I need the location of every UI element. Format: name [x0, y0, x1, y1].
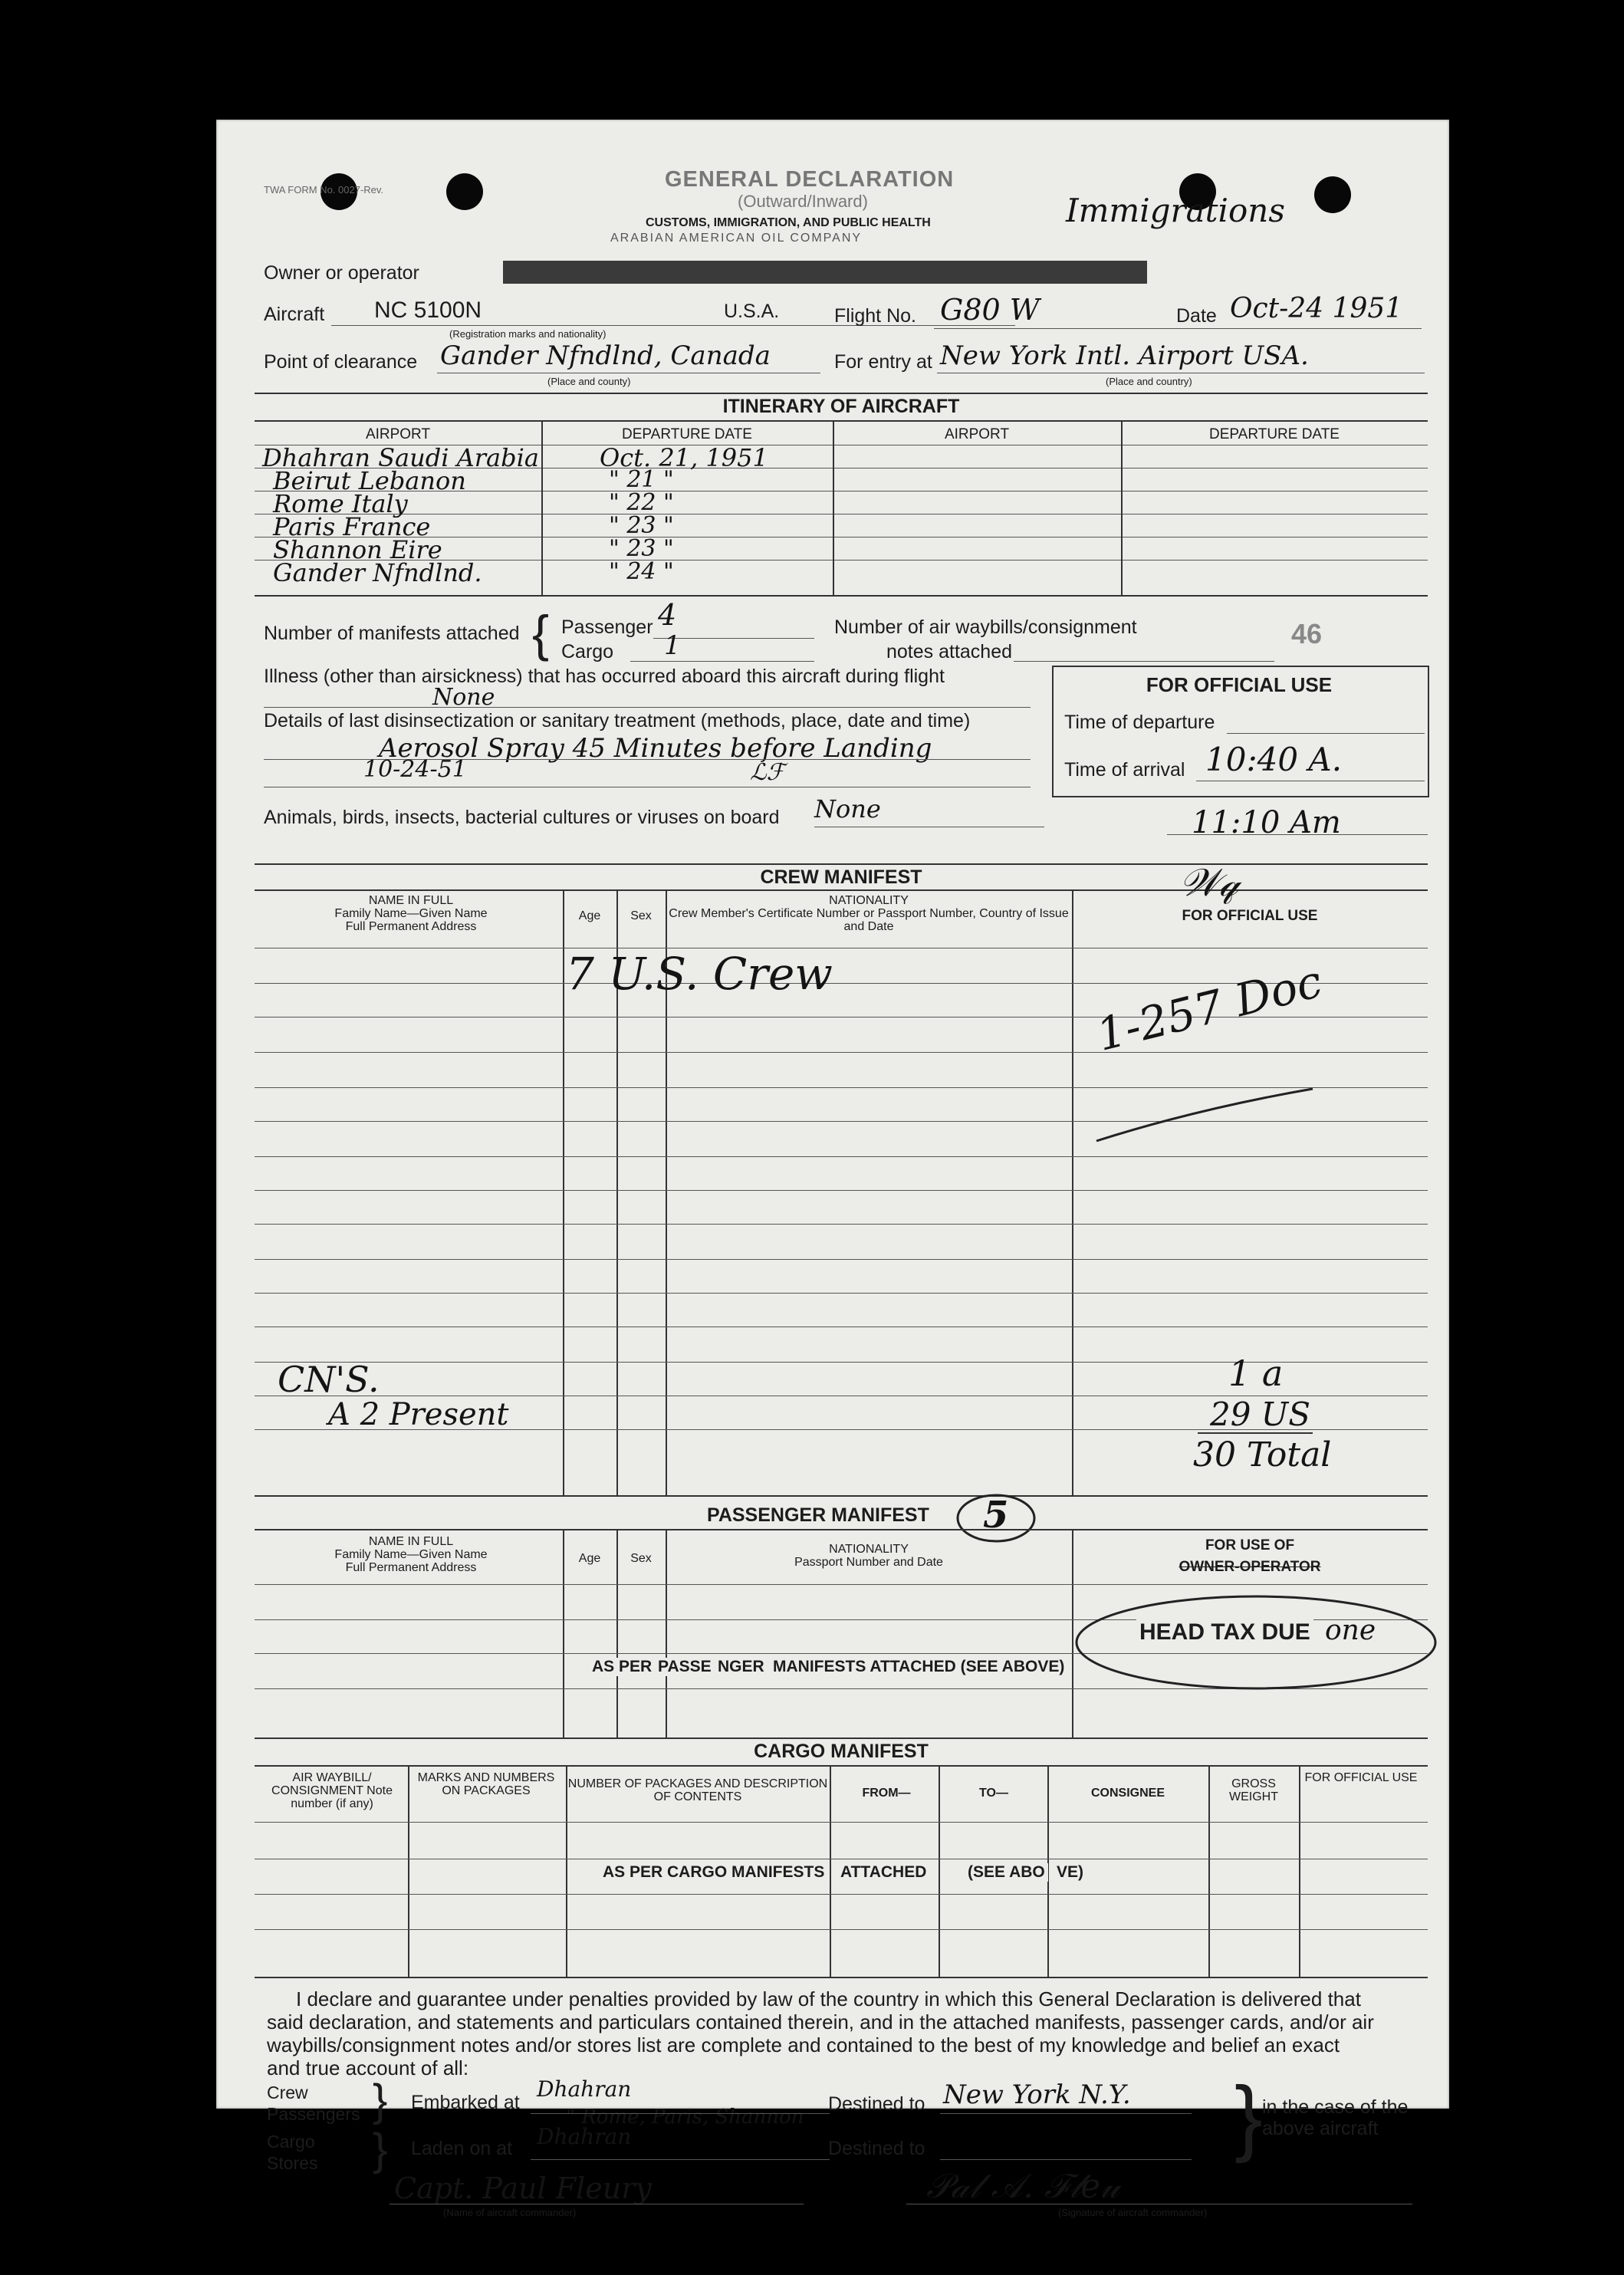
case-note-2: above aircraft	[1262, 2118, 1379, 2139]
itinerary-airport-3: Rome Italy	[273, 489, 408, 518]
cargo-manifest-title: CARGO MANIFEST	[754, 1741, 929, 1762]
owner-label: Owner or operator	[264, 262, 419, 284]
itinerary-col-airport-2: AIRPORT	[944, 426, 1010, 442]
laden-label: Laden on at	[411, 2138, 513, 2159]
date-label: Date	[1176, 305, 1217, 327]
cargo-as-per-ve: VE)	[1054, 1863, 1087, 1882]
document-note: 1-257 Doc	[1091, 955, 1327, 1061]
official-use-title: FOR OFFICIAL USE	[1146, 673, 1333, 696]
itinerary-date-3: " 22 "	[609, 489, 674, 516]
crew-col-sex: Sex	[630, 909, 652, 922]
aircraft-registration: NC 5100N	[374, 298, 482, 323]
clearance-label: Point of clearance	[264, 351, 418, 373]
passenger-col-sex: Sex	[630, 1552, 652, 1565]
crew-col-nationality: NATIONALITY Crew Member's Certificate Number or Passport Number, Country of Issue and Date	[669, 894, 1069, 933]
embarked-label: Embarked at	[411, 2092, 520, 2113]
itinerary-title: ITINERARY OF AIRCRAFT	[722, 396, 960, 417]
case-note: in the case of the	[1262, 2096, 1409, 2118]
declaration-form	[216, 120, 1449, 2218]
officer-initials: 𝒲𝓆	[1179, 860, 1239, 905]
crew-entry: 7 U.S. Crew	[566, 948, 833, 1000]
passenger-col-age: Age	[578, 1552, 601, 1565]
clearance-value: Gander Nfndlnd, Canada	[440, 340, 771, 371]
itinerary-col-airport: AIRPORT	[365, 426, 431, 442]
itinerary-airport-1: Dhahran Saudi Arabia	[262, 443, 539, 472]
manifests-brace: {	[532, 605, 550, 662]
itinerary-date-2: " 21 "	[609, 466, 674, 493]
notes-label: notes attached	[886, 641, 1013, 662]
arrival-time-label: Time of arrival	[1064, 759, 1185, 781]
itinerary-airport-2: Beirut Lebanon	[273, 466, 466, 495]
passenger-as-per-passe: PASSE	[658, 1658, 712, 1675]
cargo-col-marks: MARKS AND NUMBERS ON PACKAGES	[417, 1771, 555, 1797]
punch-hole	[1314, 176, 1351, 213]
cargo-word: Cargo	[267, 2132, 315, 2152]
itinerary-col-departure-2: DEPARTURE DATE	[1209, 426, 1340, 442]
cargo-col-consignee: CONSIGNEE	[1090, 1787, 1165, 1800]
cargo-col-from: FROM—	[862, 1787, 911, 1800]
cargo-count: 1	[664, 630, 681, 661]
declaration-line-4: and true account of all:	[267, 2056, 469, 2079]
form-subtitle-2: CUSTOMS, IMMIGRATION, AND PUBLIC HEALTH	[646, 216, 931, 229]
illness-label: Illness (other than airsickness) that has occurred aboard this aircraft during flight	[264, 666, 945, 687]
animals-label: Animals, birds, insects, bacterial cultures or viruses on board	[264, 807, 780, 828]
laden-value: Dhahran	[537, 2124, 632, 2149]
immigrations-note: Immigrations	[1066, 192, 1285, 229]
cargo-col-official: FOR OFFICIAL USE	[1304, 1771, 1418, 1784]
stores-word: Stores	[267, 2153, 318, 2173]
commander-name-caption: (Name of aircraft commander)	[443, 2207, 577, 2218]
cargo-as-per-see: (SEE ABO	[965, 1863, 1048, 1882]
place-caption-2: (Place and country)	[1106, 376, 1192, 387]
disinsect-date: 10-24-51	[363, 756, 467, 783]
declaration-brace-1: }	[373, 2076, 388, 2125]
cargo-col-packages: NUMBER OF PACKAGES AND DESCRIPTION OF CONTENTS	[567, 1777, 828, 1803]
passenger-col-nationality: NATIONALITY Passport Number and Date	[794, 1543, 943, 1569]
flight-number: G80 W	[940, 293, 1040, 327]
disinsect-initials: ℒℱ	[750, 759, 785, 786]
crew-col-age: Age	[578, 909, 601, 922]
case-brace: }	[1234, 2070, 1263, 2164]
waybills-label: Number of air waybills/consignment	[834, 616, 1137, 638]
cargo-col-to: TO—	[979, 1787, 1008, 1800]
form-number: TWA FORM No. 0027-Rev.	[264, 184, 384, 196]
itinerary-date-6: " 24 "	[609, 558, 674, 585]
tally-1: 1 a	[1228, 1353, 1284, 1394]
head-tax-label: HEAD TAX DUE	[1136, 1619, 1313, 1645]
cns-note: CN'S.	[278, 1359, 380, 1400]
passengers-word: Passengers	[267, 2104, 360, 2124]
destined-label: Destined to	[828, 2093, 925, 2115]
commander-signature: 𝒫𝒶𝓁 𝒜. ℱ𝓁𝑒𝓊	[926, 2167, 1120, 2206]
embarked-value-2: " Rome, Paris, Shannon	[566, 2106, 804, 2129]
tally-2: 29 US	[1210, 1396, 1310, 1433]
cargo-as-per-attached: ATTACHED	[837, 1863, 929, 1882]
circled-count-value: 5	[983, 1494, 1009, 1537]
embarked-value: Dhahran	[537, 2076, 632, 2102]
cargo-col-waybill: AIR WAYBILL/ CONSIGNMENT Note number (if any)	[271, 1771, 393, 1810]
passenger-as-per: AS PER	[589, 1658, 655, 1676]
redacted-owner	[503, 261, 1147, 284]
crew-col-official: FOR OFFICIAL USE	[1182, 908, 1318, 924]
signature-caption: (Signature of aircraft commander)	[1058, 2207, 1208, 2218]
flight-label: Flight No.	[834, 305, 916, 327]
manifests-label: Number of manifests attached	[264, 623, 520, 644]
itinerary-col-departure: DEPARTURE DATE	[622, 426, 752, 442]
crew-word: Crew	[267, 2083, 308, 2102]
registration-caption: (Registration marks and nationality)	[449, 328, 607, 340]
commander-name: Capt. Paul Fleury	[394, 2171, 652, 2205]
entry-label: For entry at	[834, 351, 932, 373]
declaration-line-2: said declaration, and statements and particulars contained therein, and in the attached manifests, passenger cards, and/or air	[267, 2010, 1374, 2033]
itinerary-airport-6: Gander Nfndlnd.	[273, 558, 482, 587]
arrival-time: 10:40 A.	[1205, 741, 1343, 778]
form-title: GENERAL DECLARATION	[665, 167, 955, 192]
passenger-manifest-title: PASSENGER MANIFEST	[707, 1504, 929, 1526]
passenger-count: 4	[658, 598, 677, 632]
passenger-col-use: FOR USE OF OWNER-OPERATOR	[1179, 1537, 1321, 1575]
passenger-label: Passenger	[561, 616, 653, 638]
tally-3: 30 Total	[1193, 1435, 1332, 1474]
passenger-col-name: NAME IN FULL Family Name—Given Name Full Permanent Address	[334, 1535, 488, 1574]
itinerary-date-5: " 23 "	[609, 535, 674, 562]
form-subtitle: (Outward/Inward)	[738, 192, 868, 211]
declaration-line-1: I declare and guarantee under penalties provided by law of the country in which this General Declaration is delivered that	[296, 1987, 1361, 2010]
passenger-as-per-rest: MANIFESTS ATTACHED (SEE ABOVE)	[770, 1658, 1067, 1676]
disinsect-label: Details of last disinsectization or sanitary treatment (methods, place, date and time)	[264, 710, 971, 731]
cns-present: A 2 Present	[328, 1397, 509, 1432]
head-tax-value: one	[1325, 1615, 1376, 1646]
time-note: 11:10 Am	[1192, 805, 1341, 840]
destined-label-2: Destined to	[828, 2138, 925, 2159]
aircraft-nationality: U.S.A.	[724, 301, 780, 322]
company-stamp: ARABIAN AMERICAN OIL COMPANY	[610, 232, 863, 245]
document-note-stroke	[1090, 1086, 1320, 1147]
crew-manifest-title: CREW MANIFEST	[760, 866, 922, 888]
punch-hole	[446, 173, 483, 210]
disinsect-value: Aerosol Spray 45 Minutes before Landing	[379, 733, 932, 764]
departure-time-label: Time of departure	[1064, 712, 1215, 733]
destined-value: New York N.Y.	[943, 2079, 1131, 2110]
itinerary-airport-4: Paris France	[273, 512, 431, 541]
cargo-count-label: Cargo	[561, 641, 614, 662]
declaration-brace-2: }	[373, 2125, 388, 2175]
aircraft-label: Aircraft	[264, 304, 325, 325]
declaration-line-3: waybills/consignment notes and/or stores list are complete and contained to the best of my knowledge and belief an exact	[267, 2033, 1340, 2056]
itinerary-airport-5: Shannon Eire	[273, 535, 442, 564]
cargo-as-per: AS PER CARGO MANIFESTS	[600, 1863, 827, 1882]
itinerary-date-1: Oct. 21, 1951	[600, 443, 768, 472]
date-value: Oct-24 1951	[1230, 293, 1403, 324]
itinerary-date-4: " 23 "	[609, 512, 674, 539]
illness-value: None	[432, 684, 495, 711]
cargo-col-weight: GROSS WEIGHT	[1229, 1777, 1278, 1803]
place-caption: (Place and county)	[547, 376, 631, 387]
stamp-number: 46	[1291, 618, 1323, 649]
entry-value: New York Intl. Airport USA.	[940, 340, 1309, 371]
animals-value: None	[814, 794, 881, 824]
crew-col-name: NAME IN FULL Family Name—Given Name Full Permanent Address	[334, 894, 488, 933]
passenger-as-per-nger: NGER	[718, 1658, 764, 1675]
